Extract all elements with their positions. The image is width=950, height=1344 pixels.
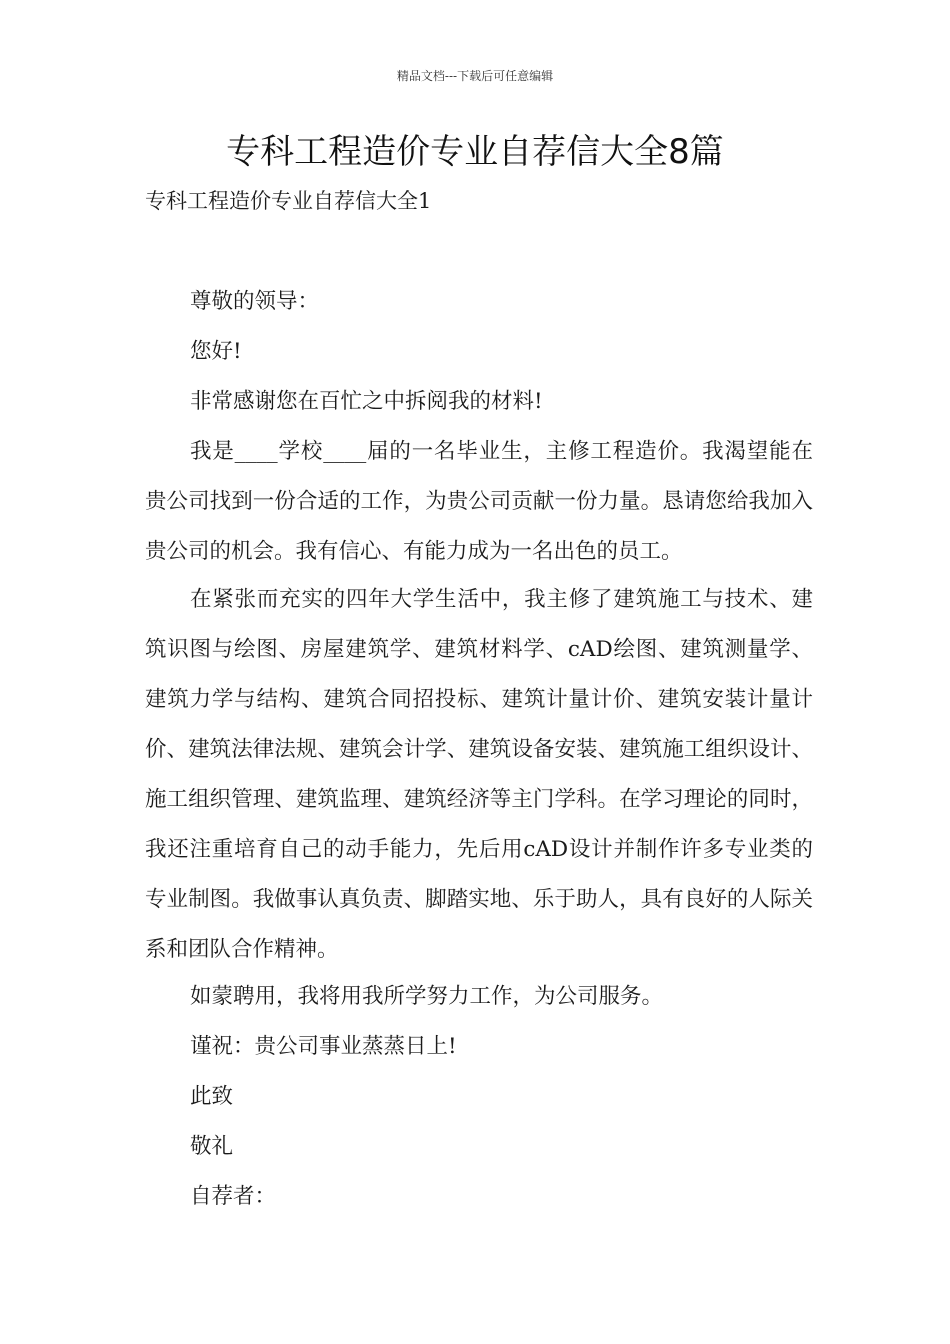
cizhi-paragraph: 此致 — [190, 1084, 234, 1109]
wishes-paragraph: 谨祝：贵公司事业蒸蒸日上! — [190, 1034, 457, 1059]
signer-paragraph: 自荐者： — [190, 1184, 277, 1209]
document-subtitle: 专科工程造价专业自荐信大全1 — [145, 189, 432, 213]
header-note: 精品文档---下载后可任意编辑 — [396, 69, 554, 83]
studies-paragraph: 在紧张而充实的四年大学生活中，我主修了建筑施工与技术、建筑识图与绘图、房屋建筑学、建筑材料学、cAD绘图、建筑测量学、建筑力学与结构、建筑合同招投标、建筑计量计价、建筑安装计量计价、建筑法律法规、建筑会计学、建筑设备安装、建筑施工组织设计、施工组织管理、建筑监理、建筑经济等主门学科。在学习理论的同时，我还注重培育自己的动手能力，先后用cAD设计并制作许多专业类的专业制图。我做事认真负责、脚踏实地、乐于助人，具有良好的人际关系和团队合作精神。 — [145, 587, 813, 962]
greeting-paragraph: 您好! — [190, 339, 242, 364]
salutation-paragraph: 尊敬的领导： — [190, 289, 320, 314]
closing-paragraph: 如蒙聘用，我将用我所学努力工作，为公司服务。 — [190, 984, 664, 1009]
intro-paragraph: 我是____学校____届的一名毕业生，主修工程造价。我渴望能在贵公司找到一份合适的工作，为贵公司贡献一份力量。恳请您给我加入贵公司的机会。我有信心、有能力成为一名出色的员工。 — [145, 439, 813, 564]
document-title: 专科工程造价专业自荐信大全8篇 — [226, 132, 724, 172]
thanks-paragraph: 非常感谢您在百忙之中拆阅我的材料! — [190, 389, 543, 414]
jingli-paragraph: 敬礼 — [190, 1134, 234, 1159]
